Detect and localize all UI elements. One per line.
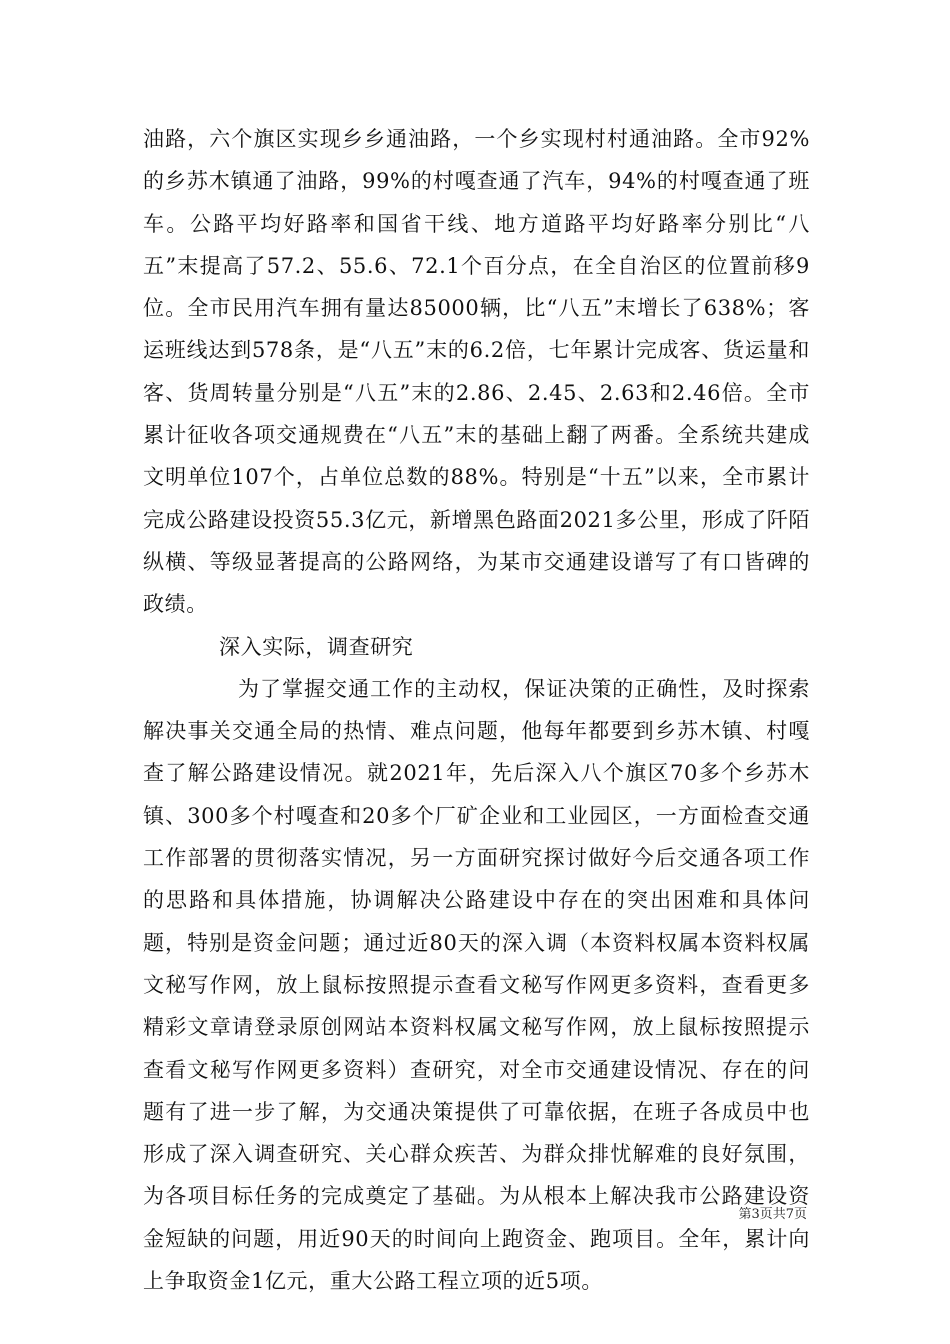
body-paragraph-achievements: 油路，六个旗区实现乡乡通油路，一个乡实现村村通油路。全市92%的乡苏木镇通了油路，99%的村嘎查通了汽车，94%的村嘎查通了班车。公路平均好路率和国省干线、地方道路平均好路率分别比“八五”末提高了57.2、55.6、72.1个百分点，在全自治区的位置前移9位。全市民用汽车拥有量达85000辆，比“八五”末增长了638%；客运班线达到578条，是“八五”末的6.2倍，七年累计完成客、货运量和客、货周转量分别是“八五”末的2.86、2.45、2.63和2.46倍。全市累计征收各项交通规费在“八五”末的基础上翻了两番。全系统共建成文明单位107个，占单位总数的88%。特别是“十五”以来，全市累计完成公路建设投资55.3亿元，新增黑色路面2021多公里，形成了阡陌纵横、等级显著提高的公路网络，为某市交通建设谱写了有口皆碑的政绩。 bbox=[143, 127, 810, 617]
section-heading: 深入实际，调查研究 bbox=[219, 634, 414, 659]
page-number-footer: 第3页共7页 bbox=[738, 1207, 807, 1222]
document-body bbox=[143, 118, 810, 1302]
body-paragraph-research: 为了掌握交通工作的主动权，保证决策的正确性，及时探索解决事关交通全局的热情、难点问题，他每年都要到乡苏木镇、村嘎查了解公路建设情况。就2021年，先后深入八个旗区70多个乡苏木镇、300多个村嘎查和20多个厂矿企业和工业园区，一方面检查交通工作部署的贯彻落实情况，另一方面研究探讨做好今后交通各项工作的思路和具体措施，协调解决公路建设中存在的突出困难和具体问题，特别是资金问题；通过近80天的深入调（本资料权属本资料权属文秘写作网，放上鼠标按照提示查看文秘写作网更多资料，查看更多精彩文章请登录原创网站本资料权属文秘写作网，放上鼠标按照提示查看文秘写作网更多资料）查研究，对全市交通建设情况、存在的问题有了进一步了解，为交通决策提供了可靠依据，在班子各成员中也形成了深入调查研究、关心群众疾苦、为群众排忧解难的良好氛围，为各项目标任务的完成奠定了基础。为从根本上解决我市公路建设资金短缺的问题，用近90天的时间向上跑资金、跑项目。全年，累计向上争取资金1亿元，重大公路工程立项的近5项。 bbox=[143, 676, 810, 1294]
